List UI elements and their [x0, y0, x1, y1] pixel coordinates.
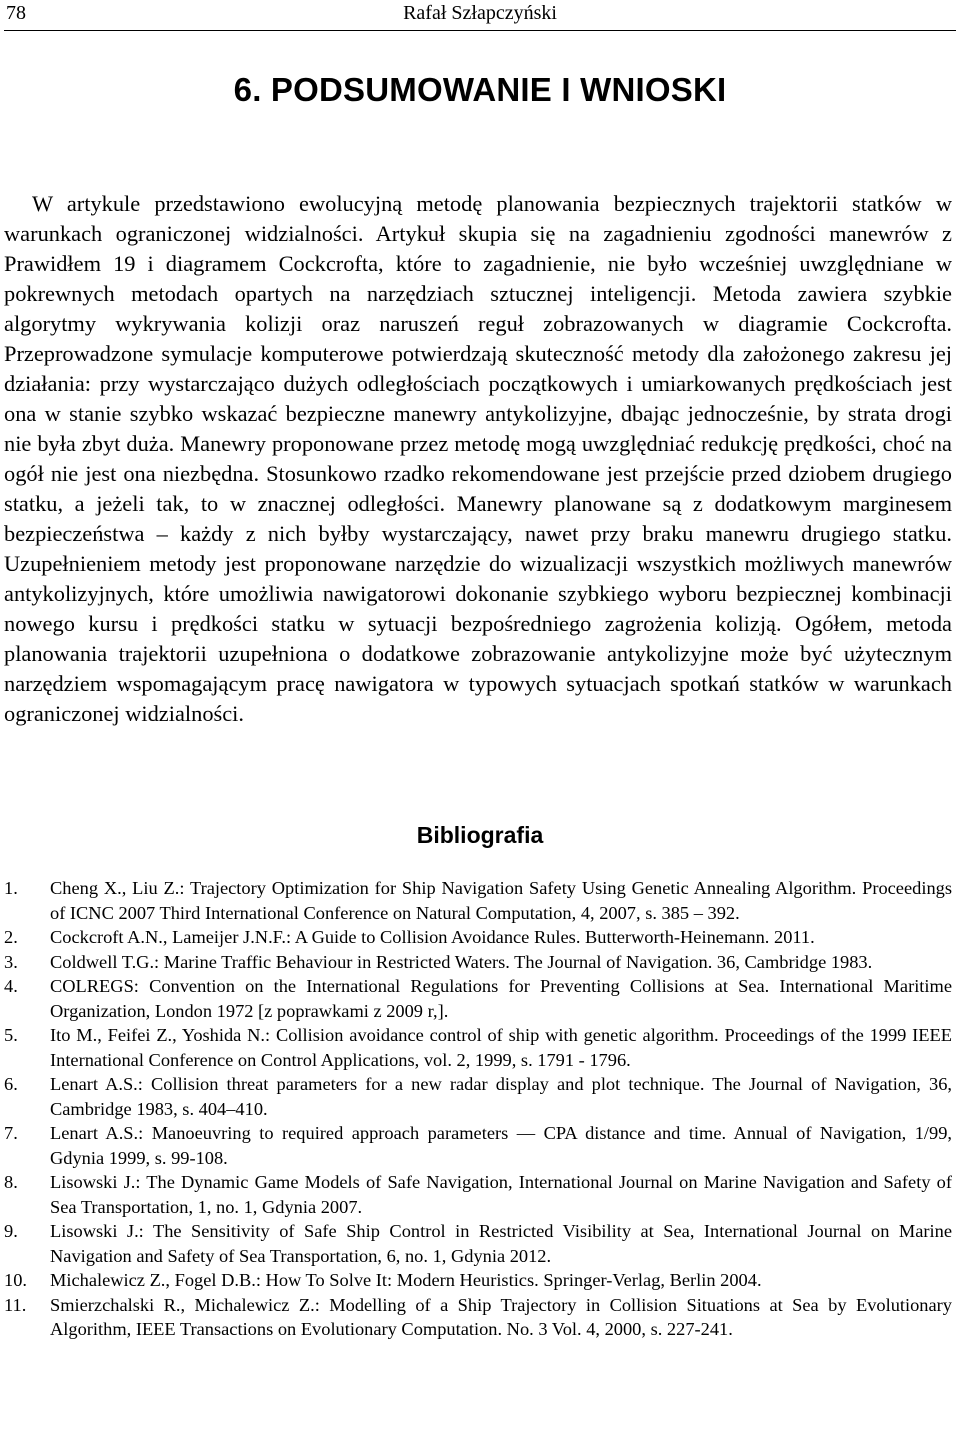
reference-number: 2. — [4, 927, 18, 947]
reference-item — [4, 1023, 952, 1072]
reference-text: Smierzchalski R., Michalewicz Z.: Modelling of a Ship Trajectory in Collision Situations at Sea by Evolutionary Algorithm, IEEE Transactions on Evolutionary Computation. No. 3 Vol. 4, 2000, s. 227-241. — [50, 1294, 952, 1339]
reference-item — [4, 974, 952, 1023]
reference-number: 9. — [4, 1221, 18, 1241]
reference-item — [4, 1072, 952, 1121]
reference-text: COLREGS: Convention on the International Regulations for Preventing Collisions at Sea. International Maritime Organization, London 1972 [z poprawkami z 2009 r,]. — [50, 976, 952, 1021]
reference-number: 8. — [4, 1172, 18, 1192]
reference-item — [4, 1293, 952, 1342]
reference-item — [4, 1121, 952, 1170]
section-title: 6. PODSUMOWANIE I WNIOSKI — [233, 71, 727, 108]
reference-text: Lisowski J.: The Dynamic Game Models of Safe Navigation, International Journal on Marine Navigation and Safety of Sea Transportation, 1, no. 1, Gdynia 2007. — [50, 1172, 952, 1217]
reference-text: Cheng X., Liu Z.: Trajectory Optimization for Ship Navigation Safety Using Genetic Annealing Algorithm. Proceedings of ICNC 2007 Third International Conference on Natural Computation, 4, 2007, s. 385 – 392. — [50, 878, 952, 923]
reference-number: 10. — [4, 1270, 27, 1290]
reference-text: Lenart A.S.: Manoeuvring to required approach parameters — CPA distance and time. Annual of Navigation, 1/99, Gdynia 1999, s. 99-108. — [50, 1123, 952, 1168]
reference-item — [4, 1268, 952, 1293]
reference-text: Coldwell T.G.: Marine Traffic Behaviour in Restricted Waters. The Journal of Navigation. 36, Cambridge 1983. — [50, 951, 873, 972]
reference-number: 6. — [4, 1074, 18, 1094]
reference-text: Cockcroft A.N., Lameijer J.N.F.: A Guide to Collision Avoidance Rules. Butterworth-Heinemann. 2011. — [50, 927, 815, 947]
reference-text: Michalewicz Z., Fogel D.B.: How To Solve It: Modern Heuristics. Springer-Verlag, Berlin 2004. — [50, 1270, 762, 1290]
reference-list — [4, 876, 952, 1342]
conclusions-paragraph: W artykule przedstawiono ewolucyjną metodę planowania bezpiecznych trajektorii statków w warunkach ograniczonej widzialności. Artykuł skupia się na zagadnieniu zgodności manewrów z Prawidłem 19 i diagramem Cockcrofta, które to zagadnienie, nie było wcześniej uwzględniane w pokrewnych metodach opartych na narzędziach sztucznej inteligencji. Metoda zawiera szybkie algorytmy wykrywania kolizji oraz naruszeń reguł zobrazowanych w diagramie Cockcrofta. Przeprowadzone symulacje komputerowe potwierdzają skuteczność metody dla założonego zakresu jej działania: przy wystarczająco dużych odległościach początkowych i umiarkowanych prędkościach jest ona w stanie szybko wskazać bezpieczne manewry antykolizyjne, dbając jednocześnie, by strata drogi nie była zbyt duża. Manewry proponowane przez metodę mogą uwzględniać redukcję prędkości, choć na ogół nie jest ona niezbędna. Stosunkowo rzadko rekomendowane jest przejście przed dziobem drugiego statku, a jeżeli tak, to w znacznej odległości. Manewry planowane są z dodatkowym marginesem bezpieczeństwa – każdy z nich byłby wystarczający, nawet przy braku manewru drugiego statku. Uzupełnieniem metody jest proponowane narzędzie do wizualizacji wszystkich możliwych manewrów antykolizyjnych, które umożliwia nawigatorowi dokonanie szybkiego wyboru bezpiecznej kombinacji nowego kursu i prędkości statku w sytuacji bezpośredniego zagrożenia kolizją. Ogółem, metoda planowania trajektorii uzupełniona o dodatkowe zobrazowanie antykolizyjne może być użytecznym narzędziem wspomagającym pracę nawigatora w typowych sytuacjach spotkań statków w warunkach ograniczonej widzialności. — [4, 191, 952, 727]
header-rule — [4, 30, 956, 31]
reference-text: Lisowski J.: The Sensitivity of Safe Ship Control in Restricted Visibility at Sea, International Journal on Marine Navigation and Safety of Sea Transportation, 6, no. 1, Gdynia 2012. — [50, 1221, 952, 1266]
reference-item — [4, 1170, 952, 1219]
reference-number: 11. — [4, 1294, 27, 1315]
reference-text: Lenart A.S.: Collision threat parameters for a new radar display and plot technique. The Journal of Navigation, 36, Cambridge 1983, s. 404–410. — [50, 1074, 952, 1119]
running-author: Rafał Szłapczyński — [403, 2, 557, 24]
reference-item — [4, 876, 952, 925]
reference-item — [4, 1219, 952, 1268]
reference-number: 5. — [4, 1025, 18, 1045]
bibliography-title: Bibliografia — [416, 822, 544, 848]
reference-number: 7. — [4, 1123, 18, 1143]
reference-number: 4. — [4, 976, 18, 996]
running-header — [6, 0, 954, 26]
reference-item — [4, 950, 952, 975]
reference-text: Ito M., Feifei Z., Yoshida N.: Collision avoidance control of ship with genetic algorithm. Proceedings of the 1999 IEEE International Conference on Control Applications, vol. 2, 1999, s. 1791 - 1796. — [50, 1025, 952, 1070]
reference-number: 3. — [4, 951, 18, 972]
page-number: 78 — [6, 2, 26, 24]
reference-number: 1. — [4, 878, 18, 898]
reference-item — [4, 925, 952, 950]
